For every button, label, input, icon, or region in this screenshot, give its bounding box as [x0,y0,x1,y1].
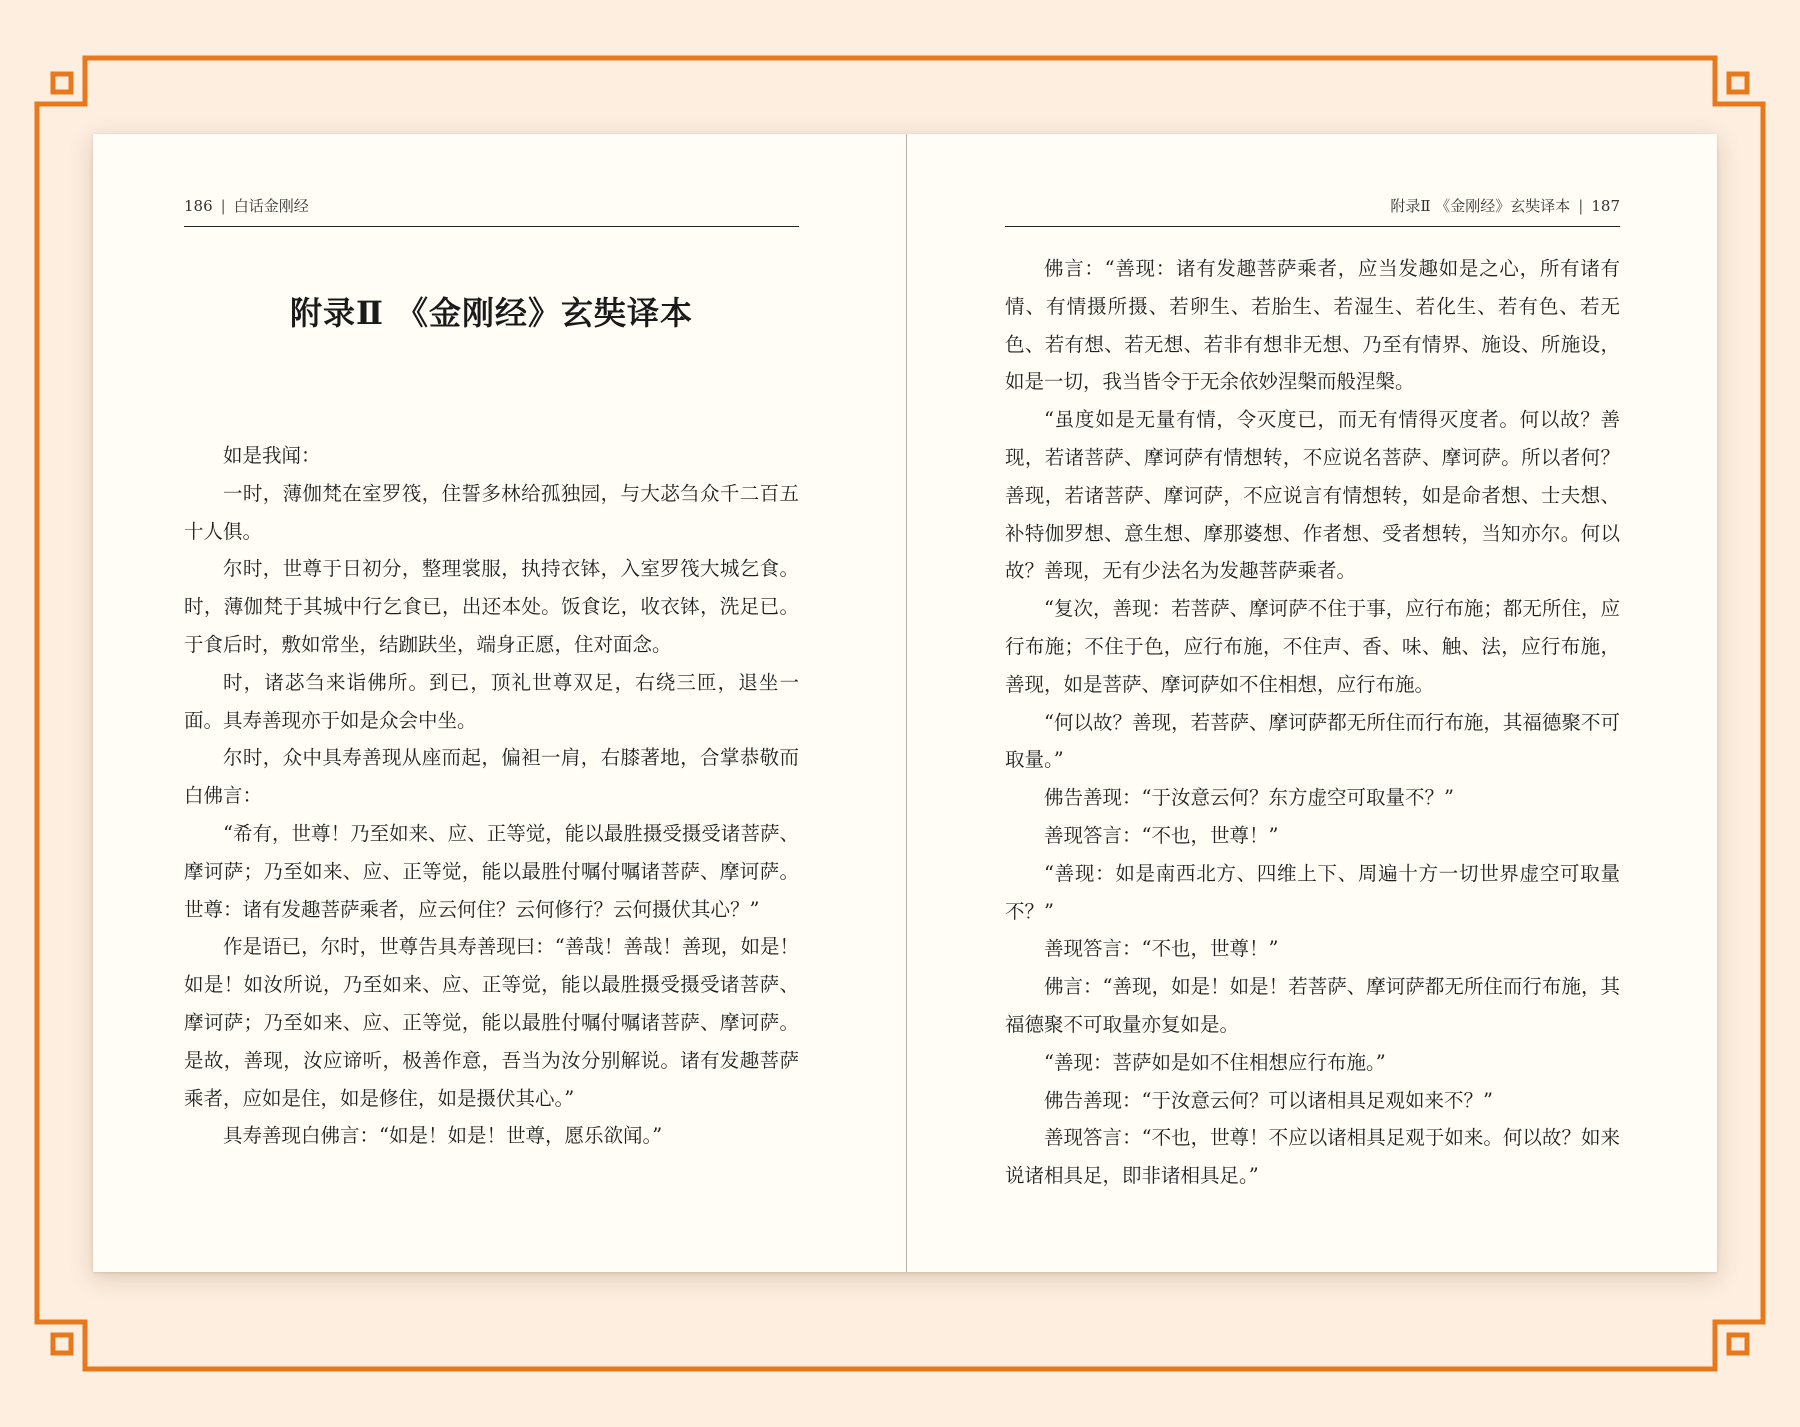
right-page [1005,134,1620,1272]
right-page-number: 187 [1591,197,1620,215]
paragraph: “善现：菩萨如是如不住相想应行布施。” [1044,1050,1386,1074]
left-body-text [184,437,799,1155]
paragraph: 作是语已，尔时，世尊告具寿善现曰：“善哉！善哉！善现，如是！如是！如汝所说，乃至如来、应、正等觉，能以最胜摄受摄受诸菩萨、摩诃萨；乃至如来、应、正等觉，能以最胜付嘱付嘱诸菩萨、摩诃萨。是故，善现，汝应谛听，极善作意，吾当为汝分别解说。诸有发趣菩萨乘者，应如是住，如是修住，如是摄伏其心。” [184,935,799,1110]
running-head-separator: | [220,197,226,215]
right-body-text [1005,250,1620,1195]
book-gutter [906,134,907,1272]
paragraph: 如是我闻： [223,444,321,467]
right-running-head-title: 附录Ⅱ 《金刚经》玄奘译本 [1390,197,1571,215]
left-running-head [184,194,799,227]
left-page [184,134,799,1272]
paragraph: 善现答言：“不也，世尊！” [1044,937,1279,961]
paragraph: 时，诸苾刍来诣佛所。到已，顶礼世尊双足，右绕三匝，退坐一面。具寿善现亦于如是众会中坐。 [184,670,799,732]
right-running-head [1005,194,1620,227]
book-spread [93,134,1717,1272]
paragraph: 佛告善现：“于汝意云何？东方虚空可取量不？” [1044,786,1454,810]
paragraph: 尔时，众中具寿善现从座而起，偏袒一肩，右膝著地，合掌恭敬而白佛言： [184,746,799,808]
paragraph: 尔时，世尊于日初分，整理裳服，执持衣钵，入室罗筏大城乞食。时，薄伽梵于其城中行乞食已，出还本处。饭食讫，收衣钵，洗足已。于食后时，敷如常坐，结跏趺坐，端身正愿，住对面念。 [184,557,799,656]
chapter-title: 附录Ⅱ 《金刚经》玄奘译本 [289,294,694,332]
left-page-number: 186 [184,197,213,215]
paragraph: 佛告善现：“于汝意云何？可以诸相具足观如来不？” [1044,1088,1493,1112]
paragraph: 善现答言：“不也，世尊！不应以诸相具足观于如来。何以故？如来说诸相具足，即非诸相具足。” [1005,1126,1620,1188]
paragraph: 佛言：“善现：诸有发趣菩萨乘者，应当发趣如是之心，所有诸有情、有情摄所摄、若卵生、若胎生、若湿生、若化生、若有色、若无色、若有想、若无想、若非有想非无想、乃至有情界、施设、所施设，如是一切，我当皆令于无余依妙涅槃而般涅槃。 [1005,257,1620,394]
paragraph: 善现答言：“不也，世尊！” [1044,823,1279,847]
paragraph: 佛言：“善现，如是！如是！若菩萨、摩诃萨都无所住而行布施，其福德聚不可取量亦复如是。 [1005,975,1620,1036]
paragraph: 一时，薄伽梵在室罗筏，住誓多林给孤独园，与大苾刍众千二百五十人俱。 [184,481,799,543]
paragraph: “希有，世尊！乃至如来、应、正等觉，能以最胜摄受摄受诸菩萨、摩诃萨；乃至如来、应、正等觉，能以最胜付嘱付嘱诸菩萨、摩诃萨。世尊：诸有发趣菩萨乘者，应云何住？云何修行？云何摄伏其心？” [184,821,799,921]
left-running-head-title: 白话金刚经 [233,197,309,215]
paragraph: “复次，善现：若菩萨、摩诃萨不住于事，应行布施；都无所住，应行布施；不住于色，应行布施，不住声、香、味、触、法，应行布施，善现，如是菩萨、摩诃萨如不住相想，应行布施。 [1005,597,1620,696]
paragraph: “善现：如是南西北方、四维上下、周遍十方一切世界虚空可取量不？” [1005,861,1620,923]
running-head-separator: | [1578,197,1584,215]
paragraph: “虽度如是无量有情，令灭度已，而无有情得灭度者。何以故？善现，若诸菩萨、摩诃萨有情想转，不应说名菩萨、摩诃萨。所以者何？善现，若诸菩萨、摩诃萨，不应说言有情想转，如是命者想、士夫想、补特伽罗想、意生想、摩那婆想、作者想、受者想转，当知亦尔。何以故？善现，无有少法名为发趣菩萨乘者。 [1005,408,1620,583]
paragraph: 具寿善现白佛言：“如是！如是！世尊，愿乐欲闻。” [223,1124,663,1148]
paragraph: “何以故？善现，若菩萨、摩诃萨都无所住而行布施，其福德聚不可取量。” [1005,710,1620,772]
